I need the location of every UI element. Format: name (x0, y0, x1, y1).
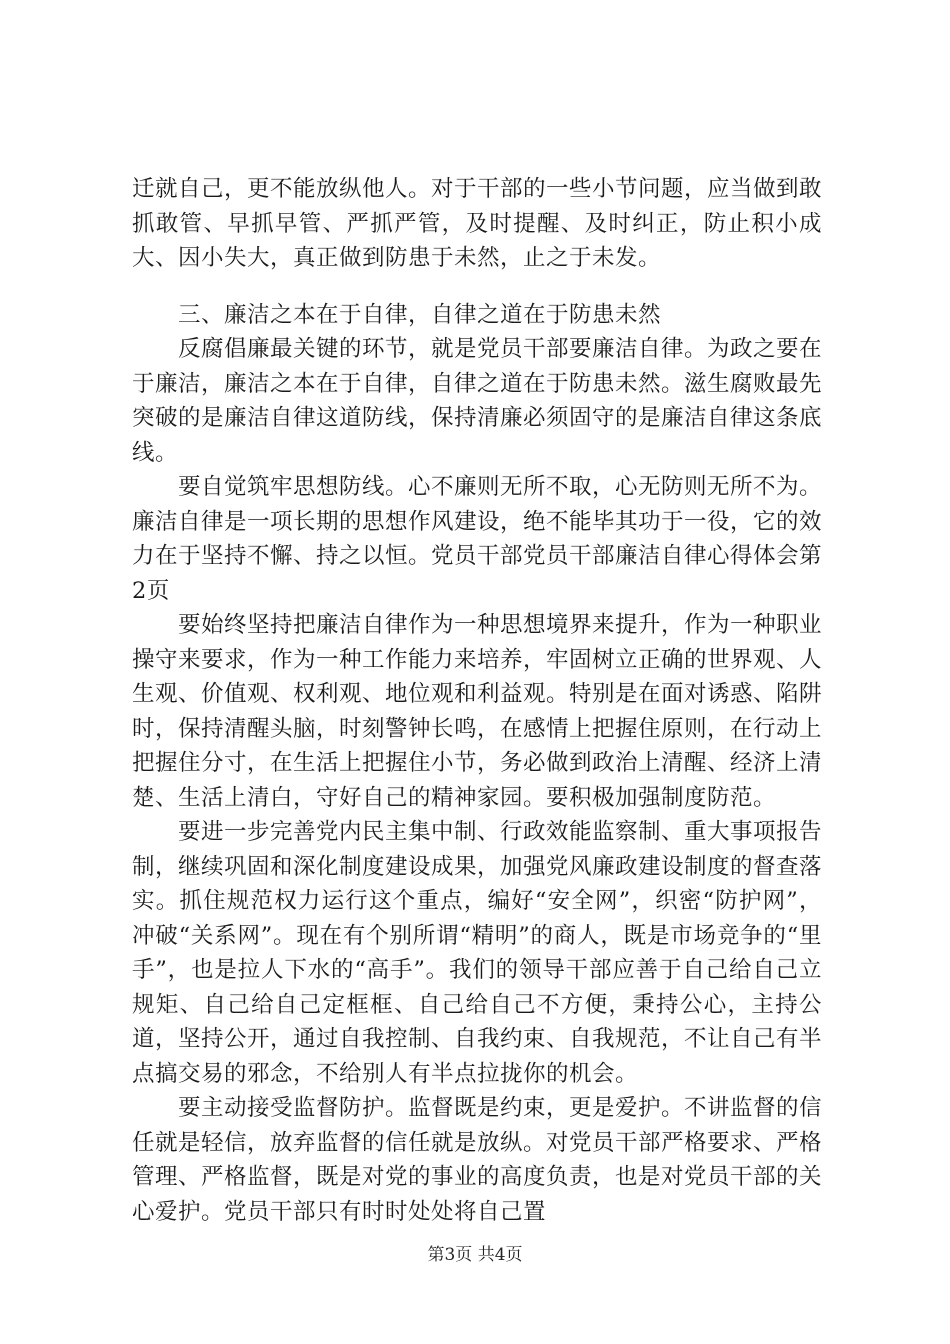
section-spacer (132, 276, 822, 298)
paragraph: 要自觉筑牢思想防线。心不廉则无所不取，心无防则无所不为。廉洁自律是一项长期的思想作风建设，绝不能毕其功于一役，它的效力在于坚持不懈、持之以恒。党员干部党员干部廉洁自律心得体会第2页 (132, 474, 823, 604)
paragraph: 要主动接受监督防护。监督既是约束，更是爱护。不讲监督的信任就是轻信，放弃监督的信任就是放纵。对党员干部严格要求、严格管理、严格监督，既是对党的事业的高度负责，也是对党员干部的关心爱护。党员干部只有时时处处将自己置 (132, 1095, 823, 1225)
section-heading: 三、廉洁之本在于自律，自律之道在于防患未然 (178, 301, 662, 328)
paragraph: 要进一步完善党内民主集中制、行政效能监察制、重大事项报告制，继续巩固和深化制度建设成果，加强党风廉政建设制度的督查落实。抓住规范权力运行这个重点，编好“安全网”，织密“防护网”，冲破“关系网”。现在有个别所谓“精明”的商人，既是市场竞争的“里手”，也是拉人下水的“高手”。我们的领导干部应善于自己给自己立规矩、自己给自己定框框、自己给自己不方便，秉持公心，主持公道，坚持公开，通过自我控制、自我约束、自我规范，不让自己有半点搞交易的邪念，不给别人有半点拉拢你的机会。 (132, 819, 823, 1087)
page-number-footer: 第3页 共4页 (427, 1245, 523, 1265)
paragraph: 要始终坚持把廉洁自律作为一种思想境界来提升，作为一种职业操守来要求，作为一种工作能力来培养，牢固树立正确的世界观、人生观、价值观、权利观、地位观和利益观。特别是在面对诱惑、陷阱时，保持清醒头脑，时刻警钟长鸣，在感情上把握住原则，在行动上把握住分寸，在生活上把握住小节，务必做到政治上清醒、经济上清楚、生活上清白，守好自己的精神家园。要积极加强制度防范。 (132, 612, 823, 811)
paragraph-continued: 迁就自己，更不能放纵他人。对于干部的一些小节问题，应当做到敢抓敢管、早抓早管、严抓严管，及时提醒、及时纠正，防止积小成大、因小失大，真正做到防患于未然，止之于未发。 (132, 176, 823, 271)
paragraph: 反腐倡廉最关键的环节，就是党员干部要廉洁自律。为政之要在于廉洁，廉洁之本在于自律，自律之道在于防患未然。滋生腐败最先突破的是廉洁自律这道防线，保持清廉必须固守的是廉洁自律这条底线。 (132, 336, 823, 466)
document-body (132, 172, 822, 1229)
